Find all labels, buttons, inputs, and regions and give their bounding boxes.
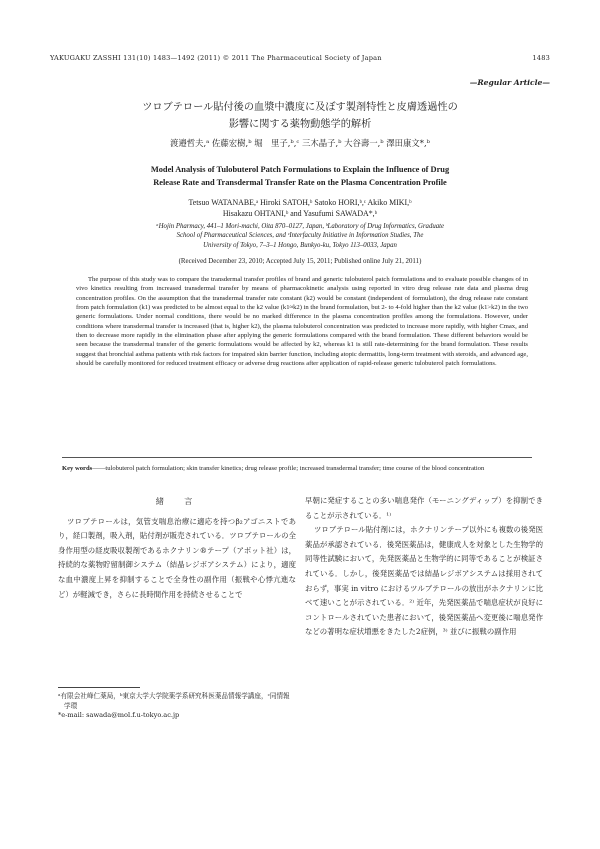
journal-citation: YAKUGAKU ZASSHI 131(10) 1483—1492 (2011) © 2011 The Pharmaceutical Society of Japan	[50, 54, 382, 62]
left-column	[58, 494, 296, 602]
english-title-line2: Release Rate and Transdermal Transfer Rate on the Plasma Concentration Profile	[153, 178, 447, 187]
english-title	[56, 163, 544, 189]
english-authors	[56, 197, 544, 219]
japanese-title-line1: ツロブテロール貼付後の血漿中濃度に及ぼす製剤特性と皮膚透過性の	[142, 102, 458, 113]
abstract: The purpose of this study was to compare the transdermal transfer profiles of brand and generic tulobuterol patch formulations and to evaluate possible changes of in vivo kinetics resulting from increased transdermal transfer by means of pharmacokinetic analysis using reported in vitro drug release rate data and plasma drug concentration profiles. On the assumption that the transdermal transfer rate constant (k2) would be constant (independent of formulation), the drug release rate constant from patch formulation (k1) was predicted to be almost equal to the k2 value (k1≈k2) in the brand formulation, but 2- to 4-fold higher than the k2 value (k1>k2) in the two generic formulations. Under normal conditions, there would be no marked difference in the plasma concentration profiles among the formulations. However, under conditions where transdermal transfer is increased (that is, higher k2), the plasma tulobuterol concentration was predicted to increase more rapidly, with higher Cmax, and then to decrease more rapidly in the elimination phase after applying the generic formulations compared with the brand formulation. These different behaviors would be seen because the transdermal transfer of the generic formulations would be affected by k2, whereas k1 is still rate-determining for the brand formulation. These results suggest that bronchial asthma patients with risk factors for impaired skin barrier function, including atopic dermatitis, long-term treatment with steroids, and advanced age, should be carefully monitored for reduced treatment efficacy or adverse drug reactions after application of rapid-release generic tulobuterol patch formulations.	[76, 276, 528, 368]
japanese-title-line2: 影響に関する薬物動態学的解析	[228, 119, 372, 130]
received-dates: (Received December 23, 2010; Accepted July 15, 2011; Published online July 21, 2011)	[178, 258, 422, 265]
english-title-line1: Model Analysis of Tulobuterol Patch Formulations to Explain the Influence of Drug	[150, 165, 450, 174]
footnote	[58, 692, 296, 721]
footnote-divider	[58, 687, 140, 688]
english-authors-line1: Tetsuo WATANABE,ᵃ Hiroki SATOH,ᵇ Satoko HORI,ᵇ,ᶜ Akiko MIKI,ᵇ	[188, 198, 412, 207]
japanese-authors: 渡邉哲夫,ᵃ 佐藤宏樹,ᵇ 堀 里子,ᵇ,ᶜ 三木晶子,ᵇ 大谷壽一,ᵇ 澤田康文*,ᵇ	[169, 138, 430, 148]
affiliations	[56, 222, 544, 250]
english-authors-line2: Hisakazu OHTANI,ᵇ and Yasufumi SAWADA*,ᵇ	[222, 209, 378, 218]
running-head	[50, 54, 550, 62]
keywords-text: ——tulobuterol patch formulation; skin transfer kinetics; drug release profile; increased transdermal transfer; time course of the blood concentration	[92, 465, 485, 472]
affiliation-line2: School of Pharmaceutical Sciences, and ᶜInterfaculty Initiative in Information Studies, The	[176, 232, 424, 240]
article-type: —Regular Article—	[469, 78, 550, 87]
footnote-email: *e-mail: sawada@mol.f.u-tokyo.ac.jp	[58, 711, 180, 720]
intro-paragraph: ツロブテロールは，気管支喘息治療に適応を持つβ₂アゴニストであり，経口製剤，吸入剤，貼付剤が販売されている．ツロブテロールの全身作用型の経皮吸収製剤であるホクナリン®テープ（アボット社）は，持続的な薬物貯留制御システム（結晶レジボアシステム）により，適度な血中濃度上昇を抑制することで全身性の副作用（振戦や心悸亢進など）が軽減でき，さらに長時間作用を持続させることで	[58, 516, 296, 599]
intro-paragraph-2: ツロブテロール貼付剤には，ホクナリンテープ以外にも複数の後発医薬品が承認されている．後発医薬品は，健康成人を対象とした生物学的同等性試験において，先発医薬品と生物学的に同等であることが検証されている．しかし，後発医薬品では結晶レジボアシステムは採用されておらず，事実 in vitro におけるツルブテロールの放出がホクナリンに比べて速いことが示されている．²⁾ 近年，先発医薬品で喘息症状が良好にコントロールされていた患者において，後発医薬品へ変更後に喘息発作などの著明な症状増悪をきたした2症例，³⁾ 並びに振戦の副作用	[305, 525, 543, 637]
keywords-label: Key words	[62, 465, 93, 472]
keywords-divider	[62, 457, 532, 458]
right-column	[305, 494, 543, 640]
footnote-affiliations: ᵃ有限会社峰仁薬局，ᵇ東京大学大学院薬学系研究科医薬品情報学講座，ᶜ同情報学環	[58, 692, 290, 710]
intro-paragraph-continued: 早朝に発症することの多い喘息発作（モーニングディップ）を抑制できることが示されている．¹⁾	[305, 496, 543, 520]
japanese-title	[60, 99, 540, 133]
keywords	[62, 464, 532, 474]
affiliation-line1: ᵃHojin Pharmacy, 441–1 Mori-machi, Oita 870–0127, Japan, ᵇLaboratory of Drug Informatics, Graduate	[155, 223, 445, 230]
page-number: 1483	[532, 54, 550, 62]
affiliation-line3: University of Tokyo, 7–3–1 Hongo, Bunkyo-ku, Tokyo 113–0033, Japan	[203, 241, 397, 249]
section-heading-introduction: 緒 言	[155, 496, 199, 506]
